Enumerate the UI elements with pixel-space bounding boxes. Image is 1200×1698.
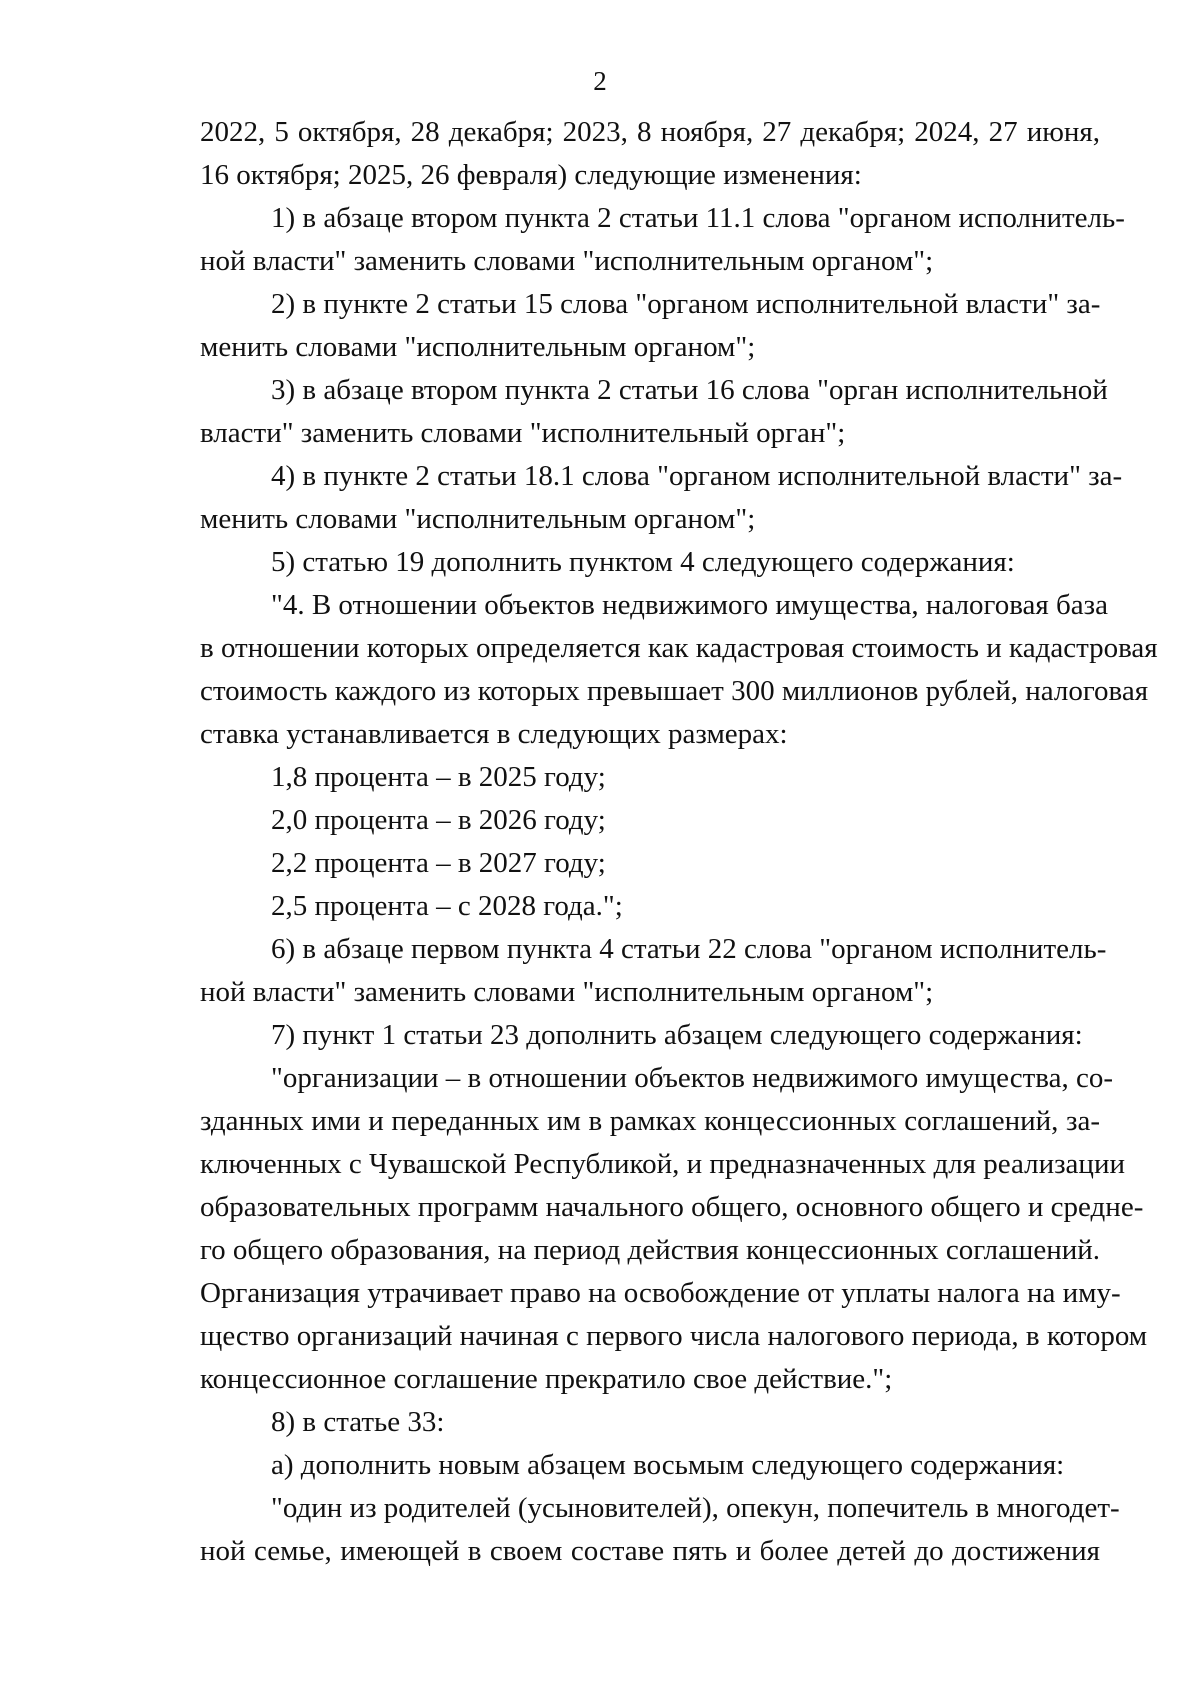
text-line: 4) в пункте 2 статьи 18.1 слова "органом исполнительной власти" за- (271, 460, 1123, 492)
page-number: 2 (593, 66, 607, 96)
text-line: 2022, 5 октября, 28 декабря; 2023, 8 ноября, 27 декабря; 2024, 27 июня, (200, 116, 1100, 148)
text-line: "организации – в отношении объектов недвижимого имущества, со- (271, 1062, 1113, 1094)
text-line: "4. В отношении объектов недвижимого имущества, налоговая база (271, 589, 1108, 621)
text-line: ной власти" заменить словами "исполнительным органом"; (200, 245, 934, 277)
text-line: 2) в пункте 2 статьи 15 слова "органом исполнительной власти" за- (271, 288, 1101, 320)
text-line: "один из родителей (усыновителей), опекун, попечитель в многодет- (271, 1492, 1120, 1524)
document-body (200, 111, 1158, 1573)
text-line: ной семье, имеющей в своем составе пять и более детей до достижения (200, 1535, 1100, 1567)
text-line: 6) в абзаце первом пункта 4 статьи 22 слова "органом исполнитель- (271, 933, 1107, 965)
text-line: го общего образования, на период действия концессионных соглашений. (200, 1234, 1100, 1266)
text-line: в отношении которых определяется как кадастровая стоимость и кадастровая (200, 632, 1158, 664)
text-line: щество организаций начиная с первого числа налогового периода, в котором (200, 1320, 1148, 1352)
text-line: ной власти" заменить словами "исполнительным органом"; (200, 976, 934, 1008)
text-line: концессионное соглашение прекратило свое действие."; (200, 1363, 893, 1395)
text-line: 2,2 процента – в 2027 году; (271, 847, 606, 879)
text-line: образовательных программ начального общего, основного общего и средне- (200, 1191, 1144, 1223)
text-line: зданных ими и переданных им в рамках концессионных соглашений, за- (200, 1105, 1100, 1137)
text-line: 1) в абзаце втором пункта 2 статьи 11.1 слова "органом исполнитель- (271, 202, 1125, 234)
text-line: власти" заменить словами "исполнительный орган"; (200, 417, 846, 449)
text-line: ключенных с Чувашской Республикой, и предназначенных для реализации (200, 1148, 1125, 1180)
text-line: менить словами "исполнительным органом"; (200, 331, 756, 363)
text-line: 5) статью 19 дополнить пунктом 4 следующего содержания: (271, 546, 1015, 578)
text-line: Организация утрачивает право на освобождение от уплаты налога на иму- (200, 1277, 1121, 1309)
text-line: 1,8 процента – в 2025 году; (271, 761, 606, 793)
text-line: 2,5 процента – с 2028 года."; (271, 890, 623, 922)
text-line: 16 октября; 2025, 26 февраля) следующие изменения: (200, 159, 862, 191)
text-line: стоимость каждого из которых превышает 300 миллионов рублей, налоговая (200, 675, 1149, 707)
text-line: 3) в абзаце втором пункта 2 статьи 16 слова "орган исполнительной (271, 374, 1108, 406)
text-line: 2,0 процента – в 2026 году; (271, 804, 606, 836)
text-line: менить словами "исполнительным органом"; (200, 503, 756, 535)
text-line: 7) пункт 1 статьи 23 дополнить абзацем следующего содержания: (271, 1019, 1083, 1051)
text-line: а) дополнить новым абзацем восьмым следующего содержания: (271, 1449, 1065, 1481)
text-line: 8) в статье 33: (271, 1406, 445, 1438)
text-line: ставка устанавливается в следующих размерах: (200, 718, 788, 750)
